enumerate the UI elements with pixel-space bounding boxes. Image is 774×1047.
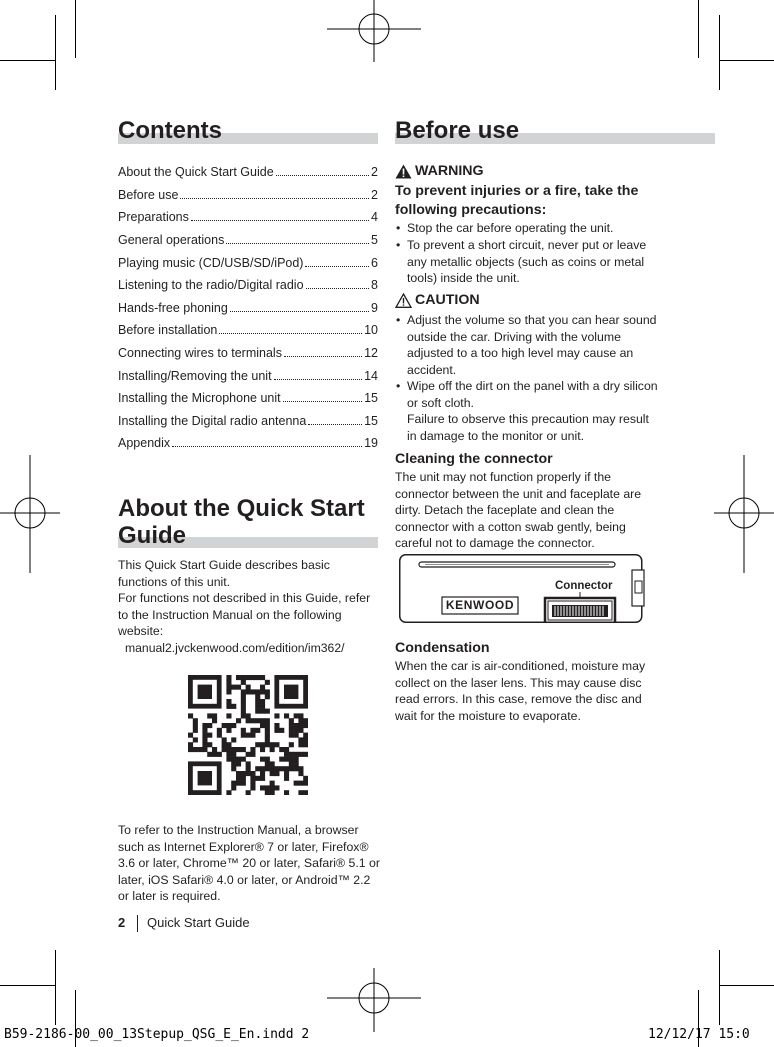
toc-item[interactable]: Installing the Microphone unit 15 xyxy=(118,391,378,405)
condensation-heading: Condensation xyxy=(395,640,490,656)
toc-item[interactable]: General operations 5 xyxy=(118,233,378,247)
cleaning-text: The unit may not function properly if the connector between the unit and faceplate are dirty. Detach the faceplate and clean the connector with a cotton swab gently, being careful not to damage the connector. xyxy=(395,470,642,551)
caution-item: • Adjust the volume so that you can hear sound outside the car. Driving with the volume adjusted to a too high level may cause an accident. xyxy=(395,312,667,378)
toc-item[interactable]: Listening to the radio/Digital radio 8 xyxy=(118,278,378,292)
toc-item[interactable]: Before use 2 xyxy=(118,188,378,202)
caution-triangle-icon xyxy=(395,293,412,308)
slug-date: 12/12/17 15:0 xyxy=(648,1027,750,1042)
toc-item[interactable]: Preparations 4 xyxy=(118,210,378,224)
faceplate-illustration xyxy=(399,554,651,623)
toc-item[interactable]: Before installation 10 xyxy=(118,323,378,337)
toc-item[interactable]: Playing music (CD/USB/SD/iPod) 6 xyxy=(118,256,378,270)
slug-file-info: B59-2186-00_00_13Stepup_QSG_E_En.indd 2 xyxy=(4,1027,310,1042)
registration-mark-right xyxy=(714,455,774,573)
contents-title: Contents xyxy=(118,117,222,144)
registration-mark-top xyxy=(327,0,421,62)
caution-label: CAUTION xyxy=(395,292,480,308)
toc-item[interactable]: Installing the Digital radio antenna 15 xyxy=(118,414,378,428)
warning-item: • Stop the car before operating the unit. xyxy=(395,220,667,237)
about-intro: This Quick Start Guide describes basic functions of this unit. xyxy=(118,558,330,589)
cleaning-heading: Cleaning the connector xyxy=(395,451,553,467)
warning-label: WARNING xyxy=(395,163,484,179)
condensation-text: When the car is air-conditioned, moisture may collect on the laser lens. This may cause disc read errors. In this case, remove the disc and wait for the moisture to evaporate. xyxy=(395,659,646,723)
toc-item[interactable]: Installing/Removing the unit 14 xyxy=(118,369,378,383)
warning-heading: To prevent injuries or a fire, take the following precautions: xyxy=(395,183,639,218)
page-number: 2 xyxy=(118,915,126,930)
toc-item[interactable]: About the Quick Start Guide 2 xyxy=(118,165,378,179)
manual-url-link[interactable]: manual2.jvckenwood.com/edition/im362/ xyxy=(125,641,345,655)
caution-note: Failure to observe this precaution may result in damage to the monitor or unit. xyxy=(407,412,649,443)
registration-mark-left xyxy=(0,455,60,573)
warning-triangle-icon xyxy=(395,164,412,179)
warning-item: • To prevent a short circuit, never put or leave any metallic objects (such as coins or metal tools) inside the unit. xyxy=(395,237,667,287)
browser-requirements: To refer to the Instruction Manual, a browser such as Internet Explorer® 7 or later, Firefox® 3.6 or later, Chrome™ 20 or later, Safari® 5.1 or later, iOS Safari® 4.0 or later, or Android™ 2.2 or later is required. xyxy=(118,823,380,904)
registration-mark-bottom xyxy=(327,968,421,1047)
qr-code-pattern xyxy=(188,675,308,795)
toc-item[interactable]: Hands-free phoning 9 xyxy=(118,301,378,315)
about-title: About the Quick Start Guide xyxy=(118,495,365,549)
toc-item[interactable]: Connecting wires to terminals 12 xyxy=(118,346,378,360)
connector-label: Connector xyxy=(555,580,613,592)
toc-item[interactable]: Appendix 19 xyxy=(118,436,378,450)
before-use-title: Before use xyxy=(395,117,520,144)
qr-code[interactable] xyxy=(188,675,308,795)
about-refer: For functions not described in this Guide, refer to the Instruction Manual on the following website: xyxy=(118,591,371,639)
caution-item: • Wipe off the dirt on the panel with a dry silicon or soft cloth. xyxy=(395,378,667,411)
footer-guide-name: Quick Start Guide xyxy=(147,915,250,930)
brand-logo: KENWOOD xyxy=(445,598,515,612)
footer-divider xyxy=(137,915,138,932)
